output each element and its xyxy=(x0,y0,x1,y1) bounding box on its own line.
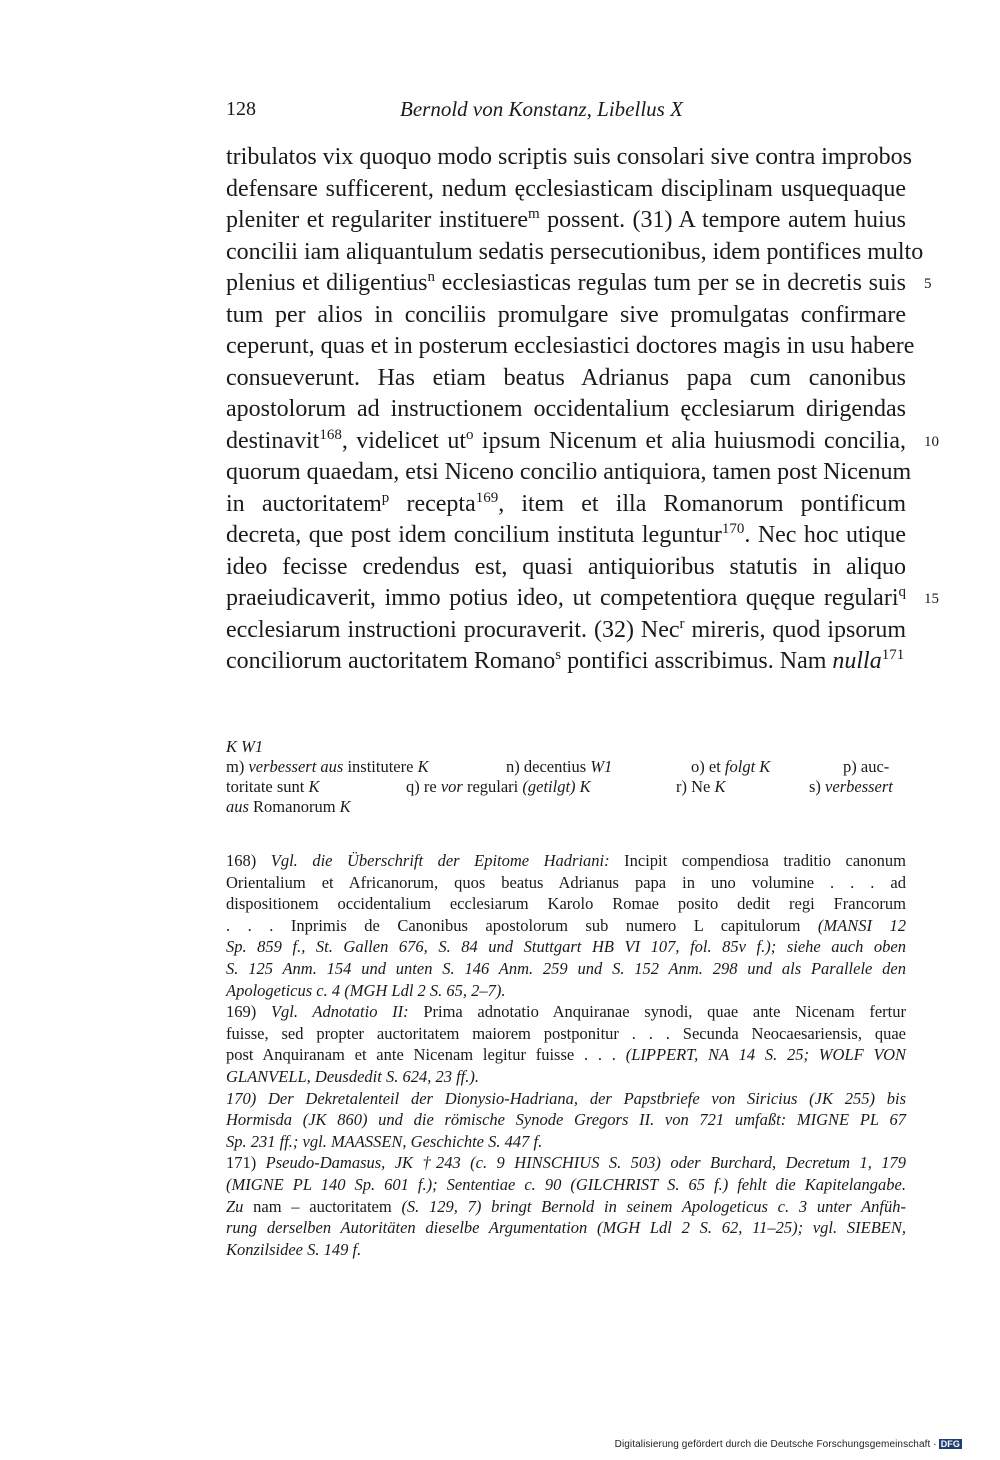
text-line: pleniter et regulariter instituere$^m$ possent. (31) A tempore autem huius xyxy=(226,206,907,233)
apparatus-entry: n) decentius W1 xyxy=(506,757,613,776)
text-line: conciliorum auctoritatem Romano$^s$ pontifici asscribimus. Nam nulla$^{171}$ xyxy=(226,647,905,674)
apparatus-entry: p) auc- xyxy=(843,757,890,776)
apparatus-entry: m) verbessert aus institutere K xyxy=(226,757,429,776)
footnote-line: Sp. 859 f., St. Gallen 676, S. 84 und Stuttgart HB VI 107, fol. 85v f.); siehe auch oben xyxy=(226,937,906,957)
text-line: apostolorum ad instructionem occidentalium ęcclesiarum dirigendas xyxy=(226,396,906,422)
running-head: Bernold von Konstanz, Libellus X xyxy=(400,97,683,121)
apparatus-entry: o) et folgt K xyxy=(691,757,771,776)
apparatus-row xyxy=(226,777,906,797)
footnote-line: rung derselben Autoritäten dieselbe Argumentation (MGH Ldl 2 S. 62, 11–25); vgl. SIEBEN, xyxy=(226,1218,906,1238)
text-line: concilii iam aliquantulum sedatis persecutionibus, idem pontifices multo xyxy=(226,238,924,265)
text-line: tribulatos vix quoquo modo scriptis suis consolari sive contra improbos xyxy=(226,144,912,170)
footnote xyxy=(226,1152,906,1260)
footnote-line: Zu nam – auctoritatem (S. 129, 7) bringt Bernold in seinem Apologeticus c. 3 unter Anfüh- xyxy=(226,1196,906,1216)
text-line: quorum quaedam, etsi Niceno concilio antiquiora, tamen post Nicenum xyxy=(226,459,912,485)
text-line: decreta, que post idem concilium instituta leguntur$^{170}$. Nec hoc utique xyxy=(226,521,906,548)
footnote-marker: 171 xyxy=(881,647,905,663)
footnote-marker: 169 xyxy=(475,489,499,506)
footnote-line: Hormisda (JK 860) und die römische Synode Gregors II. von 721 umfaßt: MIGNE PL 67 xyxy=(226,1110,906,1130)
footnote-line: Sp. 231 ff.; vgl. MAASSEN, Geschichte S. 447 f. xyxy=(226,1131,543,1151)
apparatus-entry: s) verbessert xyxy=(809,777,893,796)
footnote-line: S. 125 Anm. 154 und unten S. 146 Anm. 259 und S. 152 Anm. 298 und als Parallele den xyxy=(226,958,906,978)
footnote-line: Orientalium et Africanorum, quos beatus Adrianus papa in uno volumine . . . ad xyxy=(226,872,906,892)
main-text-block xyxy=(226,142,924,678)
apparatus-entry: q) re vor regulari (getilgt) K xyxy=(406,777,591,796)
page-number: 128 xyxy=(226,98,256,120)
dfg-logo: DFG xyxy=(940,1439,960,1450)
footnote-line: (MIGNE PL 140 Sp. 601 f.); Sententiae c. 90 (GILCHRIST S. 65 f.) fehlt die Kapitelangabe. xyxy=(226,1174,906,1194)
digitization-credit xyxy=(615,1439,962,1450)
footnote-marker: n xyxy=(427,269,435,285)
footnote-line: Apologeticus c. 4 (MGH Ldl 2 S. 65, 2–7). xyxy=(226,980,506,1000)
line-number: 10 xyxy=(924,433,939,450)
footnote-line: 170) Der Dekretalenteil der Dionysio-Hadriana, der Papstbriefe von Siricius (JK 255) bis xyxy=(226,1088,906,1108)
text-line: ideo fecisse credendus est, quasi antiquioribus statutis in aliquo xyxy=(226,553,906,580)
footnote-marker: p xyxy=(381,489,390,506)
text-line: in auctoritatem$^p$ recepta$^{169}$, item et illa Romanorum pontificum xyxy=(226,489,906,517)
footnote xyxy=(226,1088,906,1153)
credit-text: Digitalisierung gefördert durch die Deutsche Forschungsgemeinschaft · xyxy=(614,1439,937,1450)
text-line: ecclesiarum instructioni procuraverit. (32) Nec$^r$ mireris, quod ipsorum xyxy=(226,615,906,643)
footnote xyxy=(226,850,906,1001)
apparatus-row xyxy=(226,797,906,817)
footnote-line: dispositionem occidentalium ecclesiarum Karolo Romae posito dedit regi Francorum xyxy=(226,894,906,914)
footnote-marker: 170 xyxy=(721,521,745,537)
critical-apparatus xyxy=(226,737,906,817)
text-line: tum per alios in conciliis promulgare sive promulgatas confirmare xyxy=(226,301,906,328)
text-line: defensare sufficerent, nedum ęcclesiasticam disciplinam usquequaque xyxy=(226,175,906,202)
footnote-marker: s xyxy=(555,647,562,663)
text-line: praeiudicaverit, immo potius ideo, ut competentiora quęque regulari$^q$ xyxy=(226,584,906,611)
apparatus-row xyxy=(226,757,906,777)
footnote-marker: q xyxy=(898,584,906,600)
footnote-line: fuisse, sed propter auctoritatem maiorem postponitur . . . Secunda Neocaesariensis, quae xyxy=(226,1023,906,1043)
apparatus-entry: aus Romanorum K xyxy=(226,797,351,816)
line-number: 15 xyxy=(924,591,939,607)
footnote-line: 168) Vgl. die Überschrift der Epitome Hadriani: Incipit compendiosa traditio canonum xyxy=(226,851,906,870)
footnote-line: post Anquiranam et ante Nicenam legitur fuisse . . . (LIPPERT, NA 14 S. 25; WOLF VON xyxy=(226,1045,906,1065)
footnote-marker: o xyxy=(466,426,474,443)
apparatus-entry: toritate sunt K xyxy=(226,777,320,796)
apparatus-sigla: K W1 xyxy=(226,737,264,756)
footnote-marker: r xyxy=(679,615,685,632)
footnote-line: 169) Vgl. Adnotatio II: Prima adnotatio Anquiranae synodi, quae ante Nicenam fertur xyxy=(226,1002,906,1022)
text-line: destinavit$^{168}$, videlicet $ut^o$ ipsum Nicenum et alia huiusmodi concilia, xyxy=(226,426,907,454)
text-line: plenius et diligentius$^n$ ecclesiasticas regulas tum per se in decretis suis xyxy=(226,269,906,296)
text-line: ceperunt, quas et in posterum ecclesiastici doctores magis in usu habere xyxy=(226,333,915,359)
footnote-marker: 168 xyxy=(319,426,342,443)
text-line: consueverunt. Has etiam beatus Adrianus papa cum canonibus xyxy=(226,364,906,391)
footnote-line: 171) Pseudo-Damasus, JK †243 (c. 9 HINSCHIUS S. 503) oder Burchard, Decretum 1, 179 xyxy=(226,1153,906,1173)
footnote-line: . . . Inprimis de Canonibus apostolorum sub numero L capitulorum (MANSI 12 xyxy=(226,915,906,935)
footnote xyxy=(226,1001,906,1087)
footnote-line: GLANVELL, Deusdedit S. 624, 23 ff.). xyxy=(226,1066,480,1086)
apparatus-entry: r) Ne K xyxy=(676,777,726,796)
footnote-marker: m xyxy=(528,206,540,222)
footnotes xyxy=(226,850,906,1260)
footnote-line: Konzilsidee S. 149 f. xyxy=(226,1239,362,1259)
line-number: 5 xyxy=(924,276,932,292)
